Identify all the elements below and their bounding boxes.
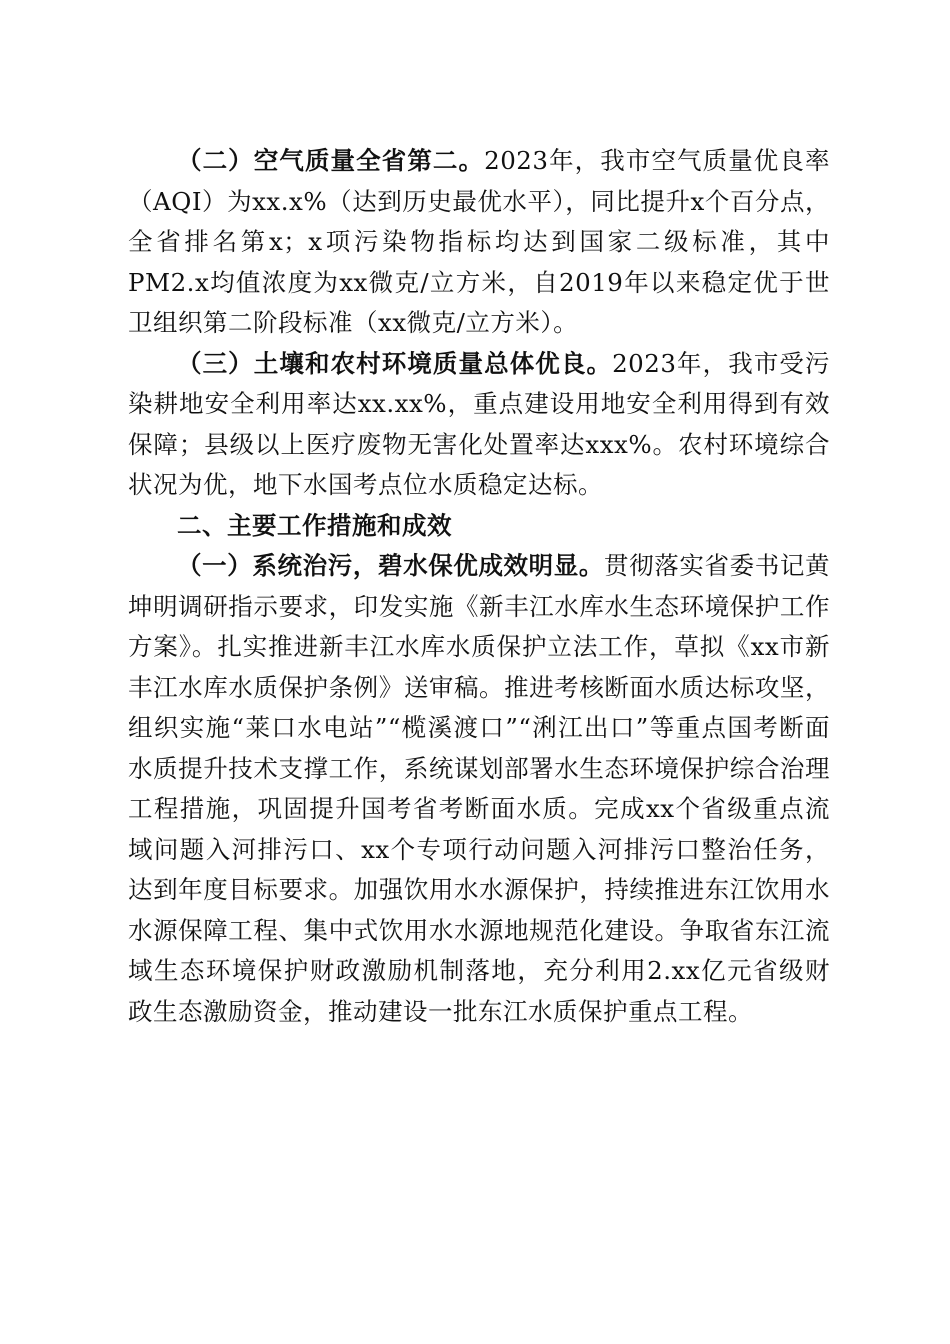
paragraph-body: 贯彻落实省委书记黄坤明调研指示要求，印发实施《新丰江水库水生态环境保护工作方案》。扎实推进新丰江水库水质保护立法工作，草拟《xx市新丰江水库水质保护条例》送审稿。推进考核断面水质达标攻坚，组织实施“莱口水电站”“榄溪渡口”“浰江出口”等重点国考断面水质提升技术支撑工作，系统谋划部署水生态环境保护综合治理工程措施，巩固提升国考省考断面水质。完成xx个省级重点流域问题入河排污口、xx个专项行动问题入河排污口整治任务，达到年度目标要求。加强饮用水水源保护，持续推进东江饮用水水源保障工程、集中式饮用水水源地规范化建设。争取省东江流域生态环境保护财政激励机制落地，充分利用2.xx亿元省级财政生态激励资金，推动建设一批东江水质保护重点工程。	[128, 551, 831, 1026]
paragraph-air-quality	[128, 141, 830, 344]
section-heading: 二、主要工作措施和成效	[177, 510, 452, 540]
paragraph-lead: （三）土壤和农村环境质量总体优良。	[177, 348, 613, 378]
paragraph-body: 2023年，我市空气质量优良率（AQI）为xx.x%（达到历史最优水平），同比提升x个百分点，全省排名第x；x项污染物指标均达到国家二级标准，其中PM2.x均值浓度为xx微克/立方米，自2019年以来稳定优于世卫组织第二阶段标准（xx微克/立方米）。	[128, 146, 830, 337]
paragraph-body: 2023年，我市受污染耕地安全利用率达xx.xx%，重点建设用地安全利用得到有效保障；县级以上医疗废物无害化处置率达xxx%。农村环境综合状况为优，地下水国考点位水质稳定达标。	[128, 348, 831, 499]
paragraph-water-pollution	[128, 546, 830, 1032]
paragraph-lead: （一）系统治污，碧水保优成效明显。	[177, 551, 605, 580]
document-page	[128, 141, 830, 1032]
paragraph-soil-quality	[128, 344, 830, 506]
paragraph-lead: （二）空气质量全省第二。	[177, 146, 485, 175]
